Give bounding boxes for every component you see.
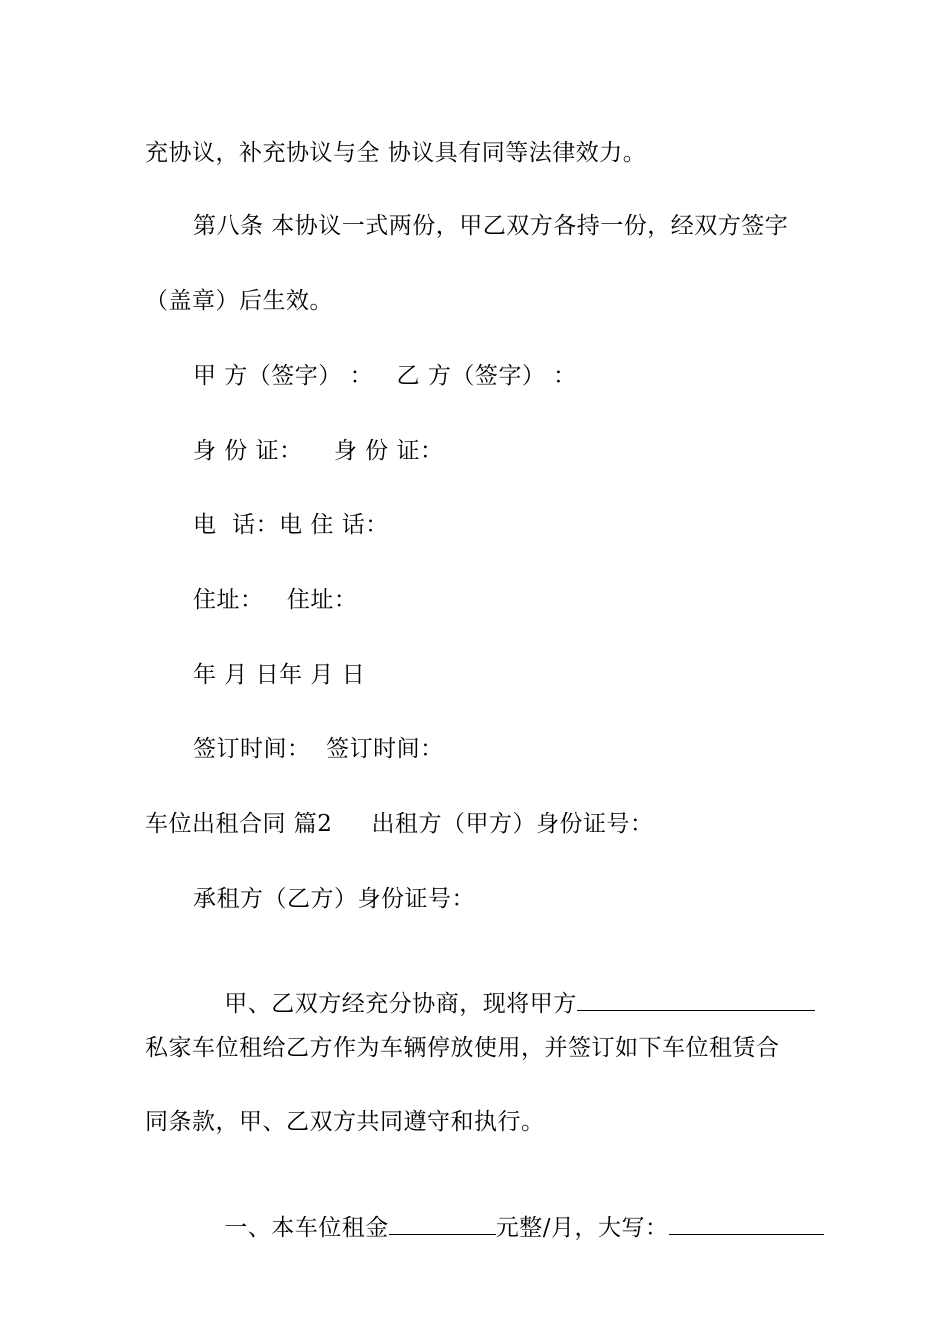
id-card-line: 身 份 证： 身 份 证： (193, 438, 444, 464)
article-8-line: 第八条 本协议一式两份，甲乙双方各持一份，经双方签字 (193, 213, 789, 239)
text-line-14: 同条款，甲、乙双方共同遵守和执行。 (145, 1109, 545, 1135)
rent-label: 一、本车位租金 (224, 1215, 389, 1241)
text-line-1: 充协议，补充协议与全 协议具有同等法律效力。 (145, 140, 647, 166)
text-line-3: （盖章）后生效。 (145, 288, 333, 314)
signature-line: 甲 方（签字） ： 乙 方（签字） ： (193, 363, 577, 389)
rent-amount-blank (389, 1212, 496, 1235)
rent-capital-blank (669, 1212, 824, 1235)
section-2-heading: 车位出租合同 篇2 出租方（甲方）身份证号： (145, 811, 654, 837)
lessee-id-line: 承租方（乙方）身份证号： (193, 886, 475, 912)
date-line: 年 月 日年 月 日 (193, 662, 366, 688)
text-line-13: 私家车位租给乙方作为车辆停放使用，并签订如下车位租赁合 (145, 1035, 780, 1061)
rent-line (193, 1182, 813, 1273)
signing-time-line: 签订时间： 签订时间： (193, 736, 444, 762)
phone-line: 电 话：电 住 话： (193, 512, 389, 538)
agreement-intro-text: 甲、乙双方经充分协商，现将甲方 (224, 991, 577, 1017)
rent-unit-label: 元整/月，大写： (495, 1215, 669, 1241)
blank-field (577, 988, 815, 1011)
address-line: 住址： 住址： (193, 587, 358, 613)
